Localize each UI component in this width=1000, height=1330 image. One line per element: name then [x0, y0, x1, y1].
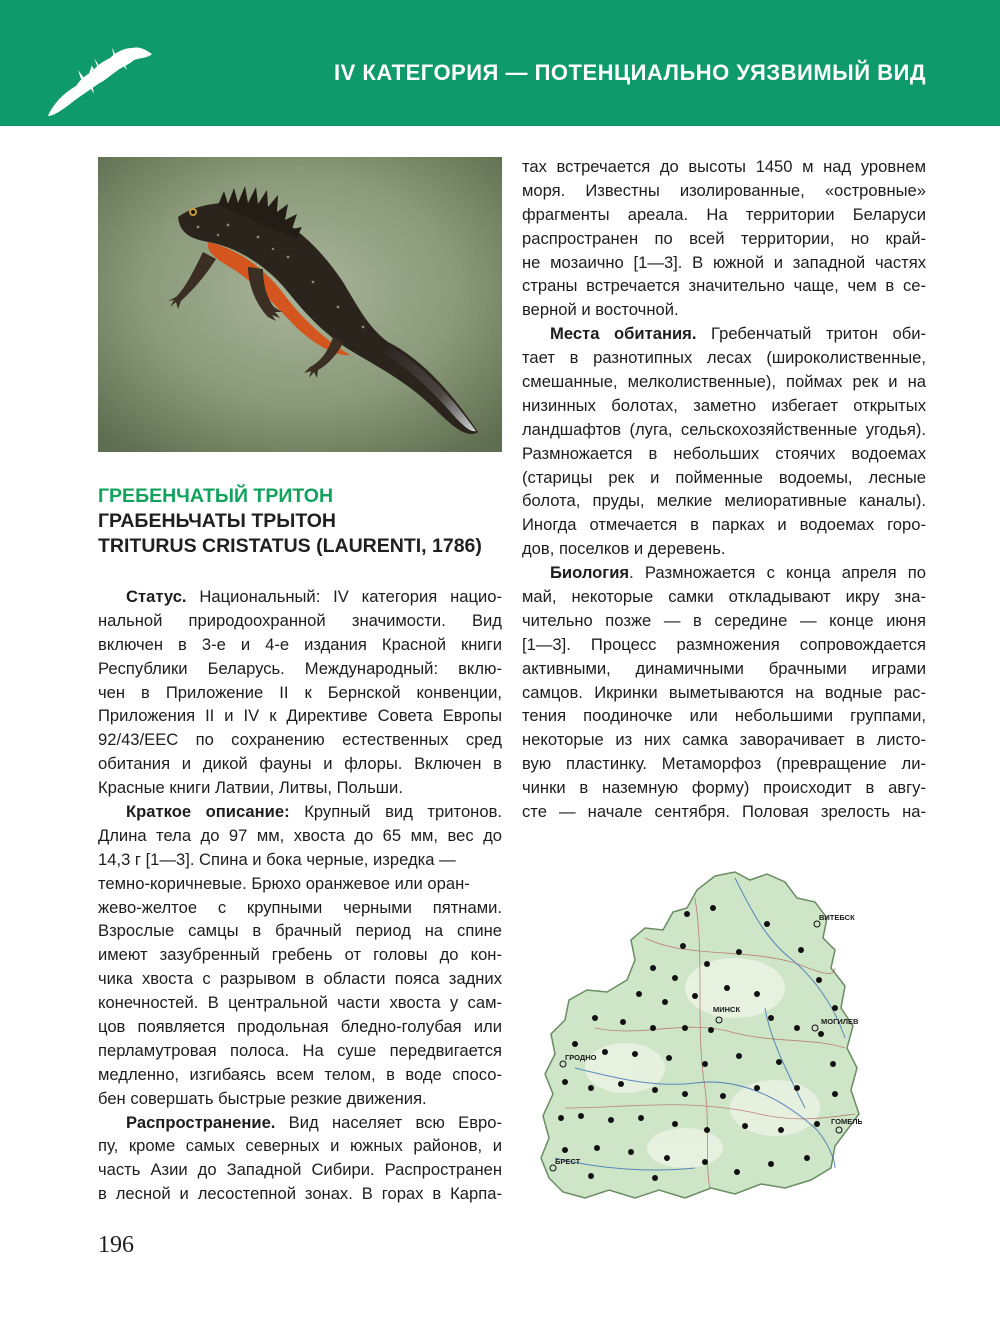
text-line: [98, 704, 502, 728]
text-span: вую пластинку. Метаморфоз (превращение ли-: [522, 754, 926, 774]
paragraph-lead: Статус.: [126, 587, 187, 606]
text-span: Крупный вид тритонов.: [289, 802, 502, 822]
text-span: Длина тела до 97 мм, хвоста до 65 мм, вес до: [98, 825, 502, 845]
city-label-vitebsk: ВИТЕБСК: [819, 913, 855, 922]
crested-newt-photo: [98, 157, 502, 452]
text-line: [522, 274, 926, 298]
text-line: [522, 346, 926, 370]
text-span: конечностей. В центральной части хвоста у сам-: [98, 993, 502, 1013]
text-span: сте — начале сентября. Половая зрелость на-: [522, 802, 926, 822]
text-span: 92/43/EEC по сохранению естественных сред: [98, 730, 502, 750]
text-span: обитания и дикой фауны и флоры. Включен в: [98, 754, 502, 774]
text-span: Взрослые самцы в брачный период на спине: [98, 921, 502, 941]
text-span: чинки в наземную форму) происходит в авгу-: [522, 778, 926, 798]
text-span: активными, динамичными брачными играми: [522, 658, 926, 678]
text-line: [98, 896, 502, 920]
text-span: тает в разнотипных лесах (широколиственные,: [522, 348, 926, 368]
text-span: пу, кроме самых северных и южных районов, и: [98, 1136, 502, 1156]
text-span: жево-желтое с крупными черными пятнами.: [98, 897, 502, 917]
text-line: [98, 1134, 502, 1158]
category-title: IV КАТЕГОРИЯ — ПОТЕНЦИАЛЬНО УЯЗВИМЫЙ ВИД: [334, 60, 926, 85]
text-line: [522, 704, 926, 728]
text-span: распространен по всей территории, но край-: [522, 228, 926, 248]
text-line: [98, 1158, 502, 1182]
text-span: в лесной и лесостепной зонах. В горах в Карпа-: [98, 1184, 502, 1204]
city-label-gomel: ГОМЕЛЬ: [831, 1117, 862, 1126]
text-line: [98, 585, 502, 609]
text-line: [98, 728, 502, 752]
city-label-grodno: ГРОДНО: [565, 1053, 597, 1062]
text-span: не мозаично [1—3]. В южной и западной частях: [522, 252, 926, 272]
text-span: [1—3]. Процесс размножения сопровождается: [522, 634, 926, 654]
text-line: [522, 657, 926, 681]
text-span: Вид населяет всю Евро-: [275, 1112, 502, 1132]
text-line: [522, 179, 926, 203]
newt-silhouette-icon: [40, 36, 160, 120]
text-line: [522, 227, 926, 251]
text-line: [522, 776, 926, 800]
paragraph-lead: Распространение.: [126, 1112, 276, 1132]
text-line: [522, 633, 926, 657]
text-line: [522, 442, 926, 466]
city-label-mogilev: МОГИЛЕВ: [821, 1017, 859, 1026]
text-line: [522, 561, 926, 585]
text-line: [98, 800, 502, 824]
text-line: [522, 298, 926, 322]
text-line: [522, 322, 926, 346]
text-line: [522, 800, 926, 824]
text-span: Республики Беларусь. Международный: вклю-: [98, 658, 502, 678]
text-line: [522, 728, 926, 752]
city-label-minsk: МИНСК: [713, 1005, 741, 1014]
text-span: Гребенчатый тритон оби-: [696, 324, 926, 344]
belarus-distribution-map: [535, 868, 862, 1208]
text-column-left: [98, 585, 502, 1206]
text-span: смешанные, мелколиственные), поймах рек и на: [522, 372, 926, 392]
text-line: [98, 609, 502, 633]
text-line: [522, 394, 926, 418]
text-line: [522, 155, 926, 179]
text-span: фрагменты ареала. На территории Беларуси: [522, 204, 926, 224]
species-name-latin: TRITURUS CRISTATUS (LAURENTI, 1786): [98, 535, 482, 557]
page-number: 196: [98, 1232, 134, 1258]
text-span: тах встречается до высоты 1450 м над уровнем: [522, 157, 926, 176]
paragraph-lead: Биология: [550, 563, 630, 583]
text-span: самцов. Икринки выметываются на водные рас-: [522, 682, 926, 702]
text-column-right: [522, 155, 926, 824]
text-line: [522, 585, 926, 609]
text-span: май, некоторые самки откладывают икру зна-: [522, 587, 926, 607]
text-span: Национальный: IV категория нацио-: [186, 587, 502, 606]
text-line: [522, 489, 926, 513]
text-span: некоторые из них самка заворачивает в листо-: [522, 730, 926, 750]
text-line: [98, 1063, 502, 1087]
text-line: [98, 776, 502, 800]
text-span: Размножается в небольших стоячих водоемах: [522, 443, 926, 463]
text-line: [522, 752, 926, 776]
text-line: [522, 418, 926, 442]
species-name-ru: ГРЕБЕНЧАТЫЙ ТРИТОН: [98, 485, 334, 507]
text-span: включен в 3-е и 4-е издания Красной книги: [98, 634, 502, 654]
text-span: болота, пруды, мелкие мелиоративные каналы).: [522, 491, 926, 511]
text-span: нальной природоохранной значимости. Вид: [98, 610, 502, 630]
text-line: [98, 633, 502, 657]
text-span: бен совершать быстрые резкие движения.: [98, 1088, 427, 1108]
text-span: страны встречается значительно чаще, чем в се-: [522, 276, 926, 296]
text-span: верной и восточной.: [522, 300, 679, 320]
text-line: [522, 203, 926, 227]
text-span: перламутровая полоса. На суше передвигается: [98, 1040, 502, 1060]
text-line: [522, 537, 926, 561]
text-line: [522, 513, 926, 537]
text-span: темно-коричневые. Брюхо оранжевое или оран-: [98, 873, 470, 893]
text-span: Приложения II и IV к Директиве Совета Европы: [98, 706, 502, 726]
text-span: . Размножается с конца апреля по: [629, 563, 926, 583]
text-span: часть Азии до Западной Сибири. Распространен: [98, 1160, 502, 1180]
text-line: [98, 1182, 502, 1206]
text-line: [522, 251, 926, 275]
text-line: [98, 1087, 502, 1111]
species-name-by: ГРАБЕНЬЧАТЫ ТРЫТОН: [98, 510, 336, 532]
text-line: [522, 681, 926, 705]
text-span: моря. Известны изолированные, «островные»: [522, 180, 926, 200]
text-span: дов, поселков и деревень.: [522, 539, 726, 559]
text-line: [522, 370, 926, 394]
text-span: низинных болотах, заметно избегает открытых: [522, 395, 926, 415]
text-span: Красные книги Латвии, Литвы, Польши.: [98, 778, 403, 798]
text-line: [98, 991, 502, 1015]
text-span: имеют зазубренный гребень от головы до кон-: [98, 945, 502, 965]
paragraph-lead: Краткое описание:: [126, 802, 290, 822]
text-line: [98, 752, 502, 776]
text-line: [98, 1111, 502, 1135]
text-span: Иногда отмечается в парках и водоемах горо-: [522, 515, 926, 535]
text-line: [522, 466, 926, 490]
city-label-brest: БРЕСТ: [555, 1157, 581, 1166]
page-header: [0, 0, 1000, 126]
text-line: [98, 872, 502, 896]
text-line: [98, 657, 502, 681]
text-span: (старицы рек и пойменные водоемы, лесные: [522, 467, 926, 487]
text-line: [98, 919, 502, 943]
text-span: чительно позже — в середине — конце июня: [522, 610, 926, 630]
text-span: цов появляется продольная бледно-голубая или: [98, 1017, 502, 1037]
text-span: чен в Приложение II к Бернской конвенции,: [98, 682, 502, 702]
text-line: [98, 943, 502, 967]
text-span: ландшафтов (луга, сельскохозяйственные угодья).: [522, 419, 926, 439]
text-line: [522, 609, 926, 633]
species-title-block: [98, 484, 508, 559]
text-span: тения поодиночке или небольшими группами,: [522, 706, 926, 726]
text-line: [98, 1015, 502, 1039]
text-line: [98, 1039, 502, 1063]
text-line: [98, 681, 502, 705]
text-line: [98, 967, 502, 991]
text-line: [98, 824, 502, 848]
text-line: [98, 848, 502, 872]
text-span: 14,3 г [1—3]. Спина и бока черные, изредка —: [98, 849, 456, 869]
text-span: чика хвоста с разрывом в области пояса задних: [98, 969, 502, 989]
paragraph-lead: Места обитания.: [550, 324, 697, 344]
text-span: медленно, изгибаясь всем телом, в воде спосо-: [98, 1064, 502, 1084]
